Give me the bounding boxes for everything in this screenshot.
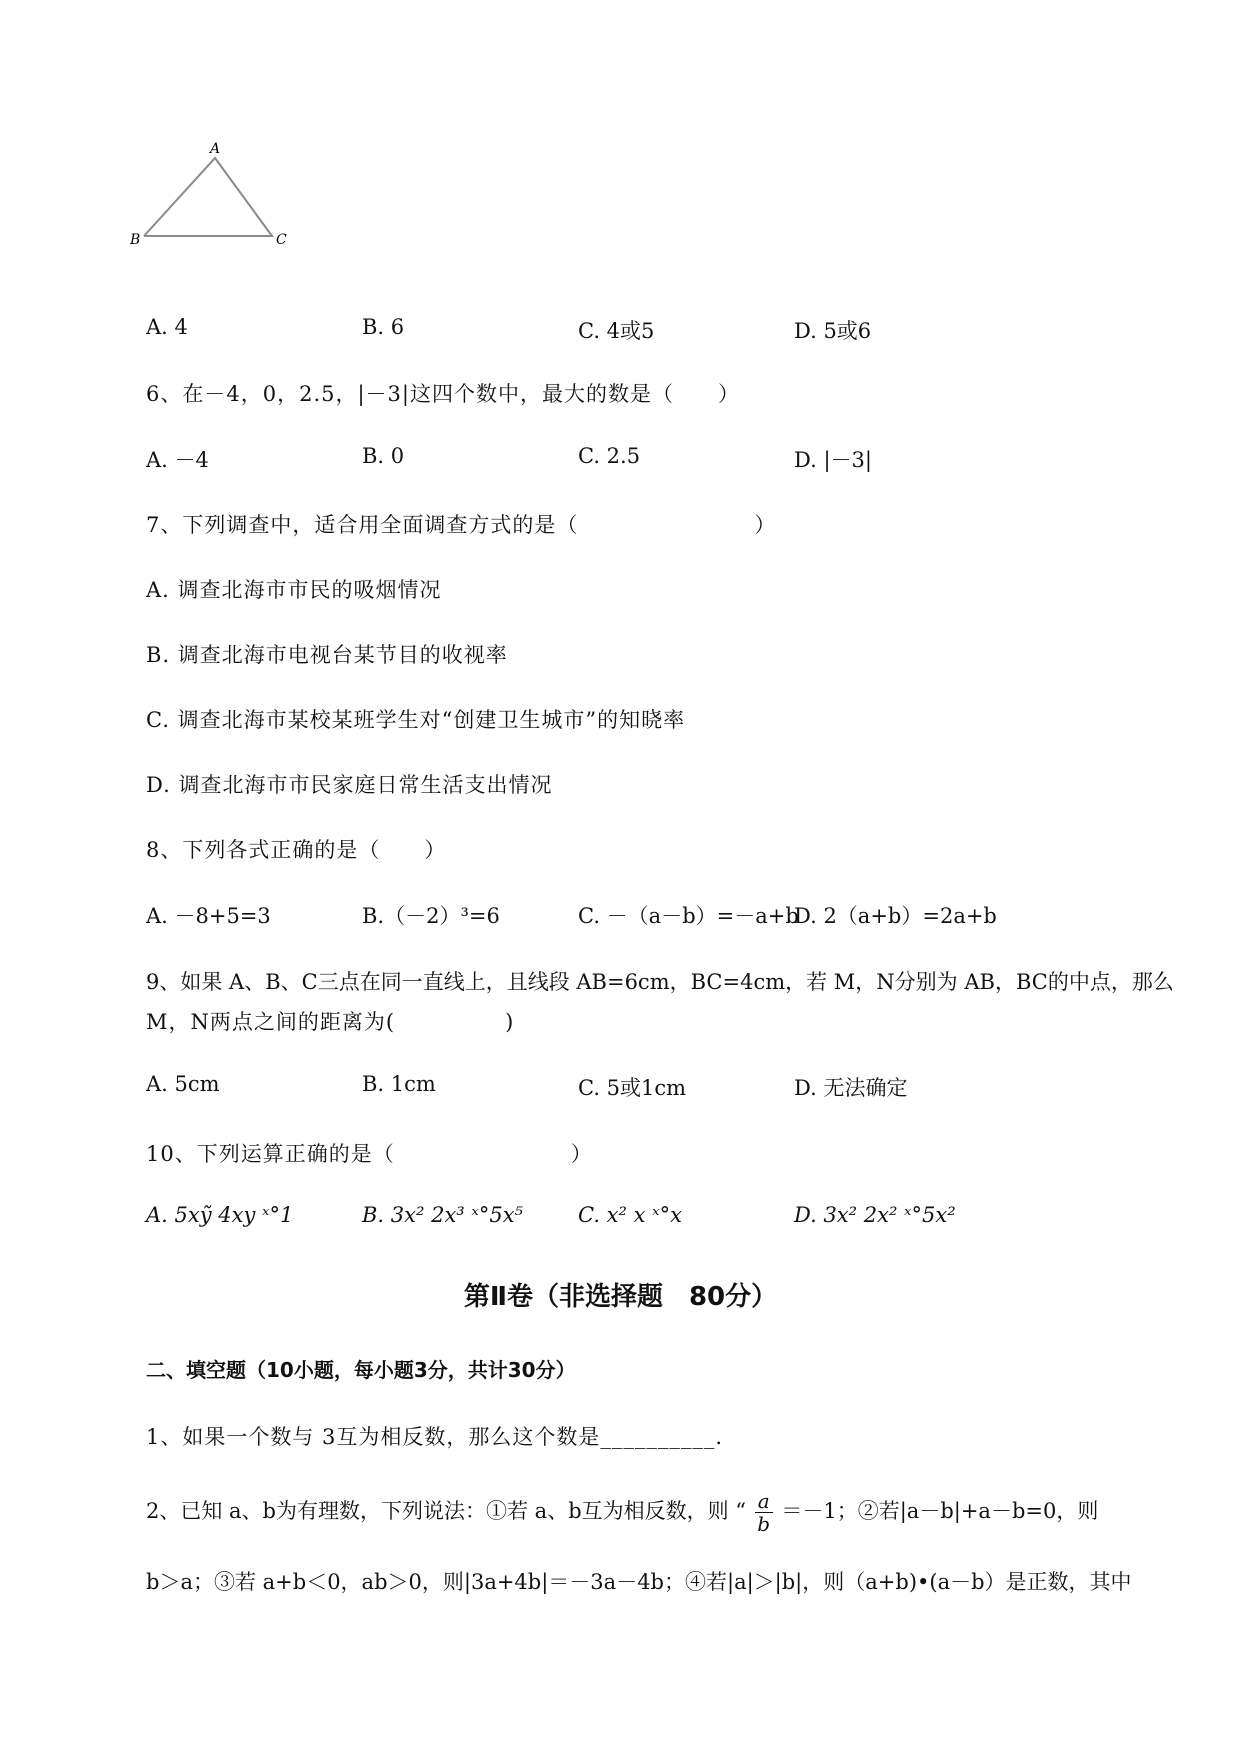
triangle-edges	[144, 158, 272, 236]
fill-question-2-line1	[146, 1490, 1098, 1535]
fraction-a-over-b	[755, 1490, 773, 1535]
q9-option-d: D. 无法确定	[794, 1076, 908, 1100]
q5-option-a: A. 4	[146, 315, 188, 339]
q8-option-c: C. －（a－b）=－a+b	[578, 904, 799, 928]
q6-stem: 6、在－4，0，2.5，|－3|这四个数中，最大的数是（ ）	[146, 382, 740, 406]
q6-option-c: C. 2.5	[578, 444, 641, 468]
fill-question-1: 1、如果一个数与 3互为相反数，那么这个数是__________.	[146, 1425, 724, 1449]
fraction-denominator: b	[757, 1512, 771, 1536]
q10-option-b: B. 3x² 2x³ ˣ°5x⁵	[362, 1203, 523, 1227]
q9-option-c: C. 5或1cm	[578, 1076, 687, 1100]
q8-option-d: D. 2（a+b）=2a+b	[794, 904, 997, 928]
q10-stem: 10、下列运算正确的是（ ）	[146, 1142, 593, 1166]
q7-option-b: B. 调查北海市电视台某节目的收视率	[146, 643, 508, 667]
vertex-label-a: A	[210, 141, 221, 157]
q10-option-c: C. x² x ˣ°x	[578, 1203, 682, 1227]
q5-option-c: C. 4或5	[578, 319, 655, 343]
q7-option-c: C. 调查北海市某校某班学生对“创建卫生城市”的知晓率	[146, 708, 686, 732]
q10-option-d: D. 3x² 2x² ˣ°5x²	[794, 1203, 956, 1227]
q7-stem: 7、下列调查中，适合用全面调查方式的是（ ）	[146, 513, 777, 537]
q8-option-b: B.（－2）³=6	[362, 904, 500, 928]
q5-option-b: B. 6	[362, 315, 405, 339]
vertex-label-c: C	[276, 232, 287, 248]
q8-option-a: A. －8+5=3	[146, 904, 271, 928]
q6-option-d: D. |－3|	[794, 448, 872, 472]
fraction-numerator: a	[755, 1490, 773, 1513]
q5-option-d: D. 5或6	[794, 319, 872, 343]
q8-stem: 8、下列各式正确的是（ ）	[146, 838, 447, 862]
q10-option-a: A. 5xỹ 4xy ˣ°1	[146, 1203, 294, 1227]
q9-option-b: B. 1cm	[362, 1072, 436, 1096]
q6-option-a: A. －4	[146, 448, 209, 472]
q9-stem-line2: M，N两点之间的距离为( )	[146, 1010, 515, 1034]
section-title: 第Ⅱ卷（非选择题 80分）	[463, 1282, 778, 1312]
vertex-label-b: B	[130, 232, 141, 248]
q9-stem-line1: 9、如果 A、B、C三点在同一直线上，且线段 AB=6cm，BC=4cm，若 M，N分别为 AB，BC的中点，那么	[146, 970, 1174, 994]
fill-question-2-line2: b＞a；③若 a+b＜0，ab＞0，则|3a+4b|＝－3a－4b；④若|a|＞|b|，则（a+b)•(a－b）是正数，其中	[146, 1570, 1132, 1594]
fill-2-pre: 2、已知 a、b为有理数，下列说法：①若 a、b互为相反数，则 “	[146, 1499, 747, 1523]
q7-option-a: A. 调查北海市市民的吸烟情况	[146, 578, 442, 602]
q9-option-a: A. 5cm	[146, 1072, 220, 1096]
fill-2-post: ＝－1；②若|a－b|+a－b=0，则	[781, 1499, 1099, 1523]
q6-option-b: B. 0	[362, 444, 405, 468]
triangle-figure	[120, 140, 310, 270]
q7-option-d: D. 调查北海市市民家庭日常生活支出情况	[146, 773, 553, 797]
section-subtitle: 二、填空题（10小题，每小题3分，共计30分）	[146, 1358, 576, 1382]
